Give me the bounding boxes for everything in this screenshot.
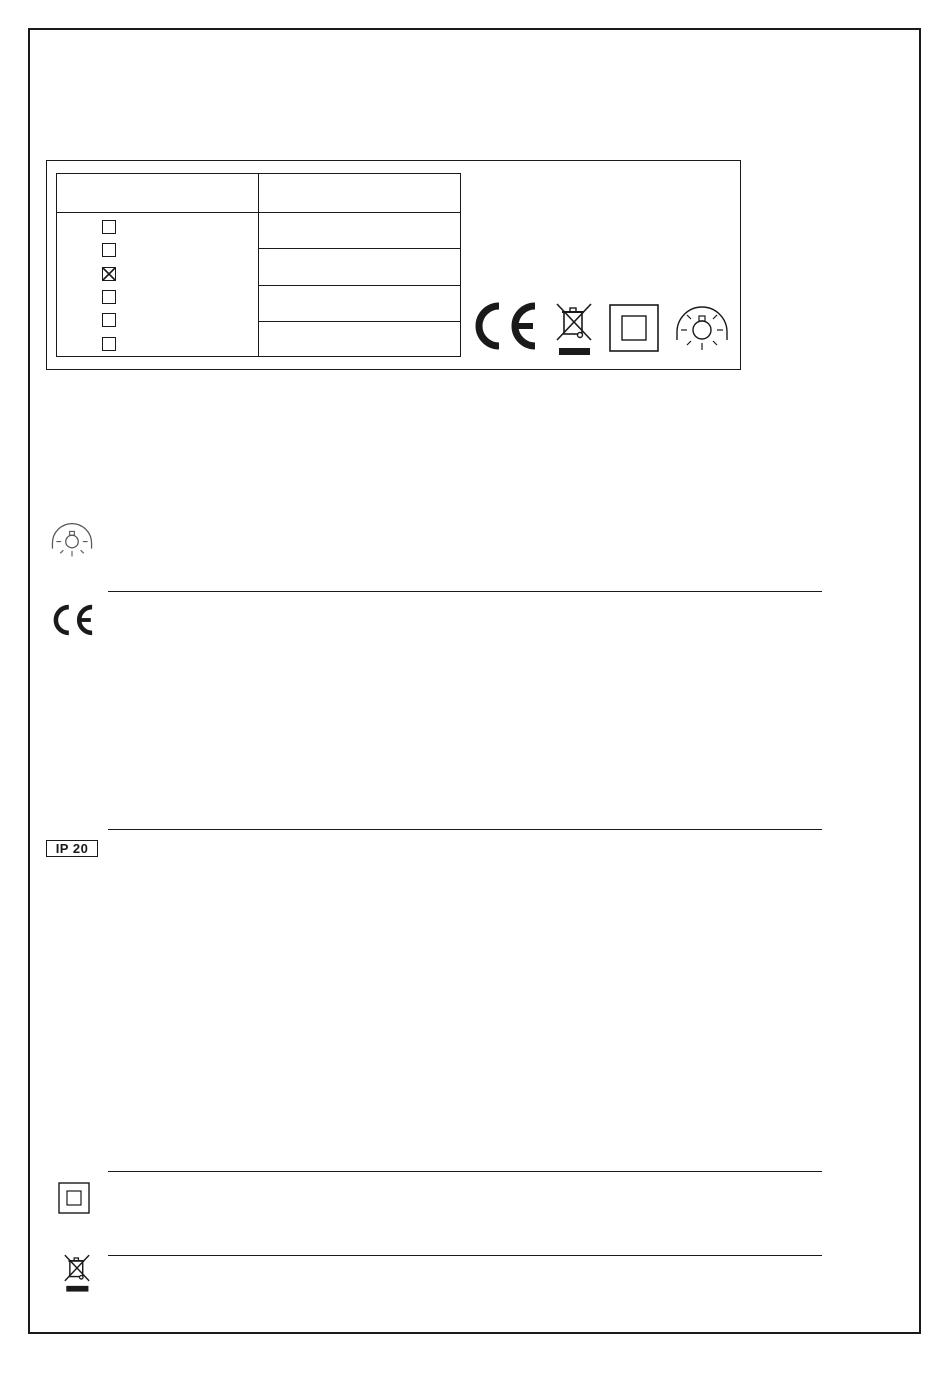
class-ii-double-insulation-icon <box>609 304 659 352</box>
checkbox-option-4[interactable] <box>102 290 116 304</box>
checkbox-option-5[interactable] <box>102 313 116 327</box>
weee-crossed-bin-icon <box>62 1252 92 1294</box>
weee-crossed-bin-icon <box>553 300 595 358</box>
spec-table-row-line <box>258 248 461 249</box>
section-divider <box>108 1255 822 1256</box>
checkbox-option-3-checked[interactable] <box>102 267 116 281</box>
checkbox-option-1[interactable] <box>102 220 116 234</box>
section-divider <box>108 1171 822 1172</box>
lamp-light-icon <box>674 302 730 354</box>
ip-rating-badge: IP 20 <box>46 840 98 857</box>
section-divider <box>108 591 822 592</box>
spec-table-header-line <box>56 212 461 213</box>
spec-table-column-divider <box>258 173 259 357</box>
checkbox-option-6[interactable] <box>102 337 116 351</box>
lamp-light-icon <box>50 522 94 558</box>
class-ii-double-insulation-icon <box>58 1182 90 1214</box>
ce-mark-icon <box>52 603 96 637</box>
checkbox-option-2[interactable] <box>102 243 116 257</box>
section-divider <box>108 829 822 830</box>
spec-table-row-line <box>258 321 461 322</box>
ce-mark-icon <box>473 300 541 352</box>
checkmark-cross-icon <box>102 267 116 281</box>
spec-table-row-line <box>258 285 461 286</box>
